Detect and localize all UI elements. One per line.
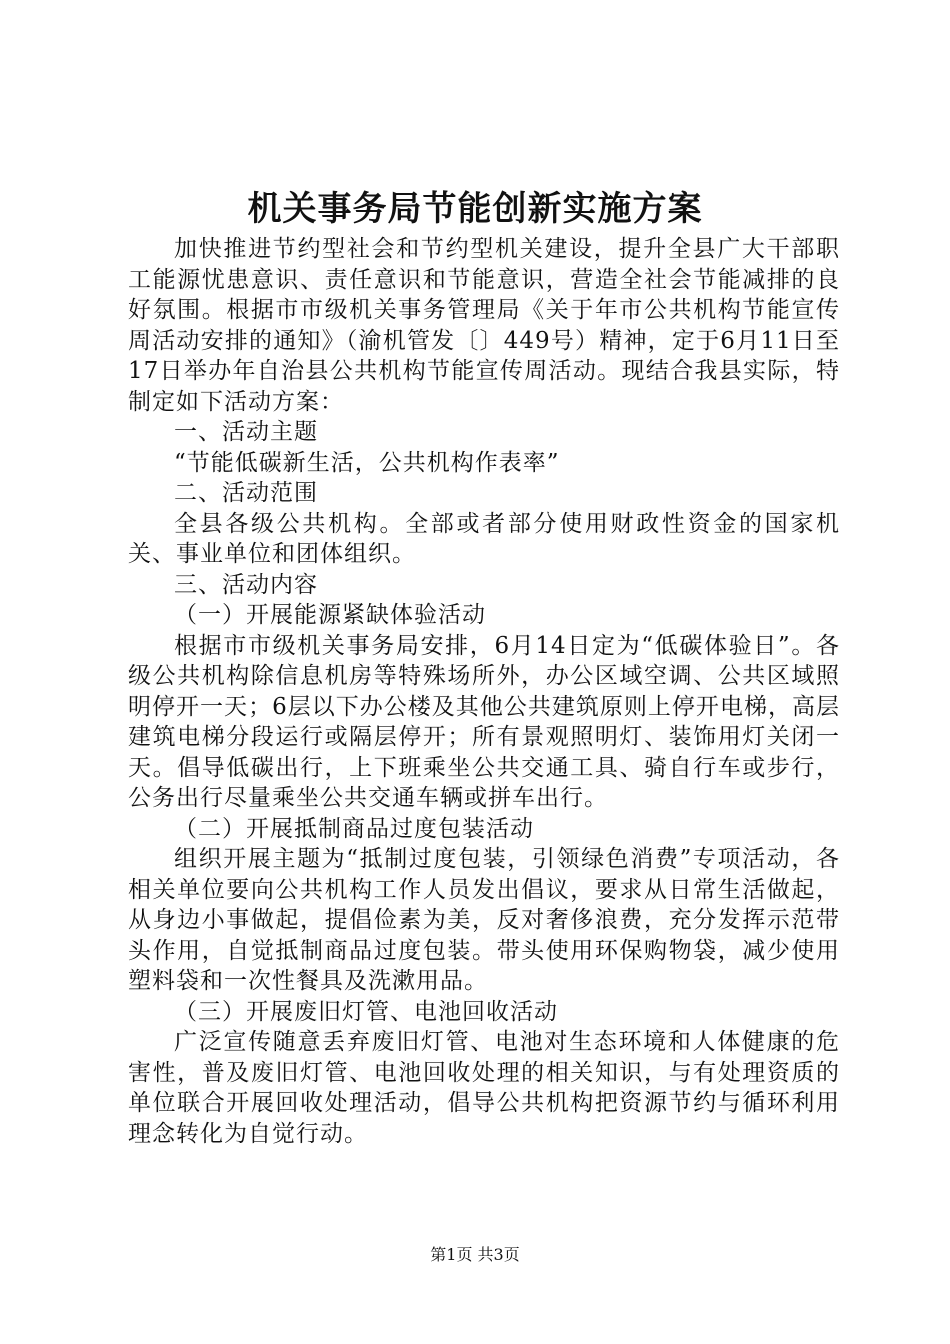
subsection-paragraph-3: 广泛宣传随意丢弃废旧灯管、电池对生态环境和人体健康的危害性，普及废旧灯管、电池回收处理的相关知识，与有处理资质的单位联合开展回收处理活动，倡导公共机构把资源节约与循环利用理念转化为自觉行动。 bbox=[128, 1029, 840, 1147]
scope-paragraph: 全县各级公共机构。全部或者部分使用财政性资金的国家机关、事业单位和团体组织。 bbox=[128, 510, 840, 567]
subsection-heading-1: （一）开展能源紧缺体验活动 bbox=[174, 602, 486, 628]
section-heading-content: 三、活动内容 bbox=[174, 571, 318, 598]
section-heading-scope: 二、活动范围 bbox=[174, 480, 318, 506]
document-title: 机关事务局节能创新实施方案 bbox=[247, 189, 703, 229]
theme-slogan: “节能低碳新生活，公共机构作表率” bbox=[174, 449, 560, 476]
document-body bbox=[128, 234, 840, 1149]
subsection-heading-2: （二）开展抵制商品过度包装活动 bbox=[174, 815, 534, 842]
page-footer: 第1页 共3页 bbox=[430, 1245, 520, 1264]
section-heading-theme: 一、活动主题 bbox=[174, 419, 318, 445]
subsection-paragraph-1: 根据市市级机关事务局安排，6月14日定为“低碳体验日”。各级公共机构除信息机房等特殊场所外，办公区域空调、公共区域照明停开一天；6层以下办公楼及其他公共建筑原则上停开电梯，高层建筑电梯分段运行或隔层停开；所有景观照明灯、装饰用灯关闭一天。倡导低碳出行，上下班乘坐公共交通工具、骑自行车或步行，公务出行尽量乘坐公共交通车辆或拼车出行。 bbox=[128, 632, 840, 811]
intro-paragraph: 加快推进节约型社会和节约型机关建设，提升全县广大干部职工能源忧患意识、责任意识和节能意识，营造全社会节能减排的良好氛围。根据市市级机关事务管理局《关于年市公共机构节能宣传周活动安排的通知》（渝机管发〔〕449号）精神，定于6月11日至17日举办年自治县公共机构节能宣传周活动。现结合我县实际，特制定如下活动方案： bbox=[128, 236, 840, 415]
subsection-paragraph-2: 组织开展主题为“抵制过度包装，引领绿色消费”专项活动，各相关单位要向公共机构工作人员发出倡议，要求从日常生活做起，从身边小事做起，提倡俭素为美，反对奢侈浪费，充分发挥示范带头作用，自觉抵制商品过度包装。带头使用环保购物袋，减少使用塑料袋和一次性餐具及洗漱用品。 bbox=[128, 846, 840, 994]
subsection-heading-3: （三）开展废旧灯管、电池回收活动 bbox=[174, 998, 558, 1025]
